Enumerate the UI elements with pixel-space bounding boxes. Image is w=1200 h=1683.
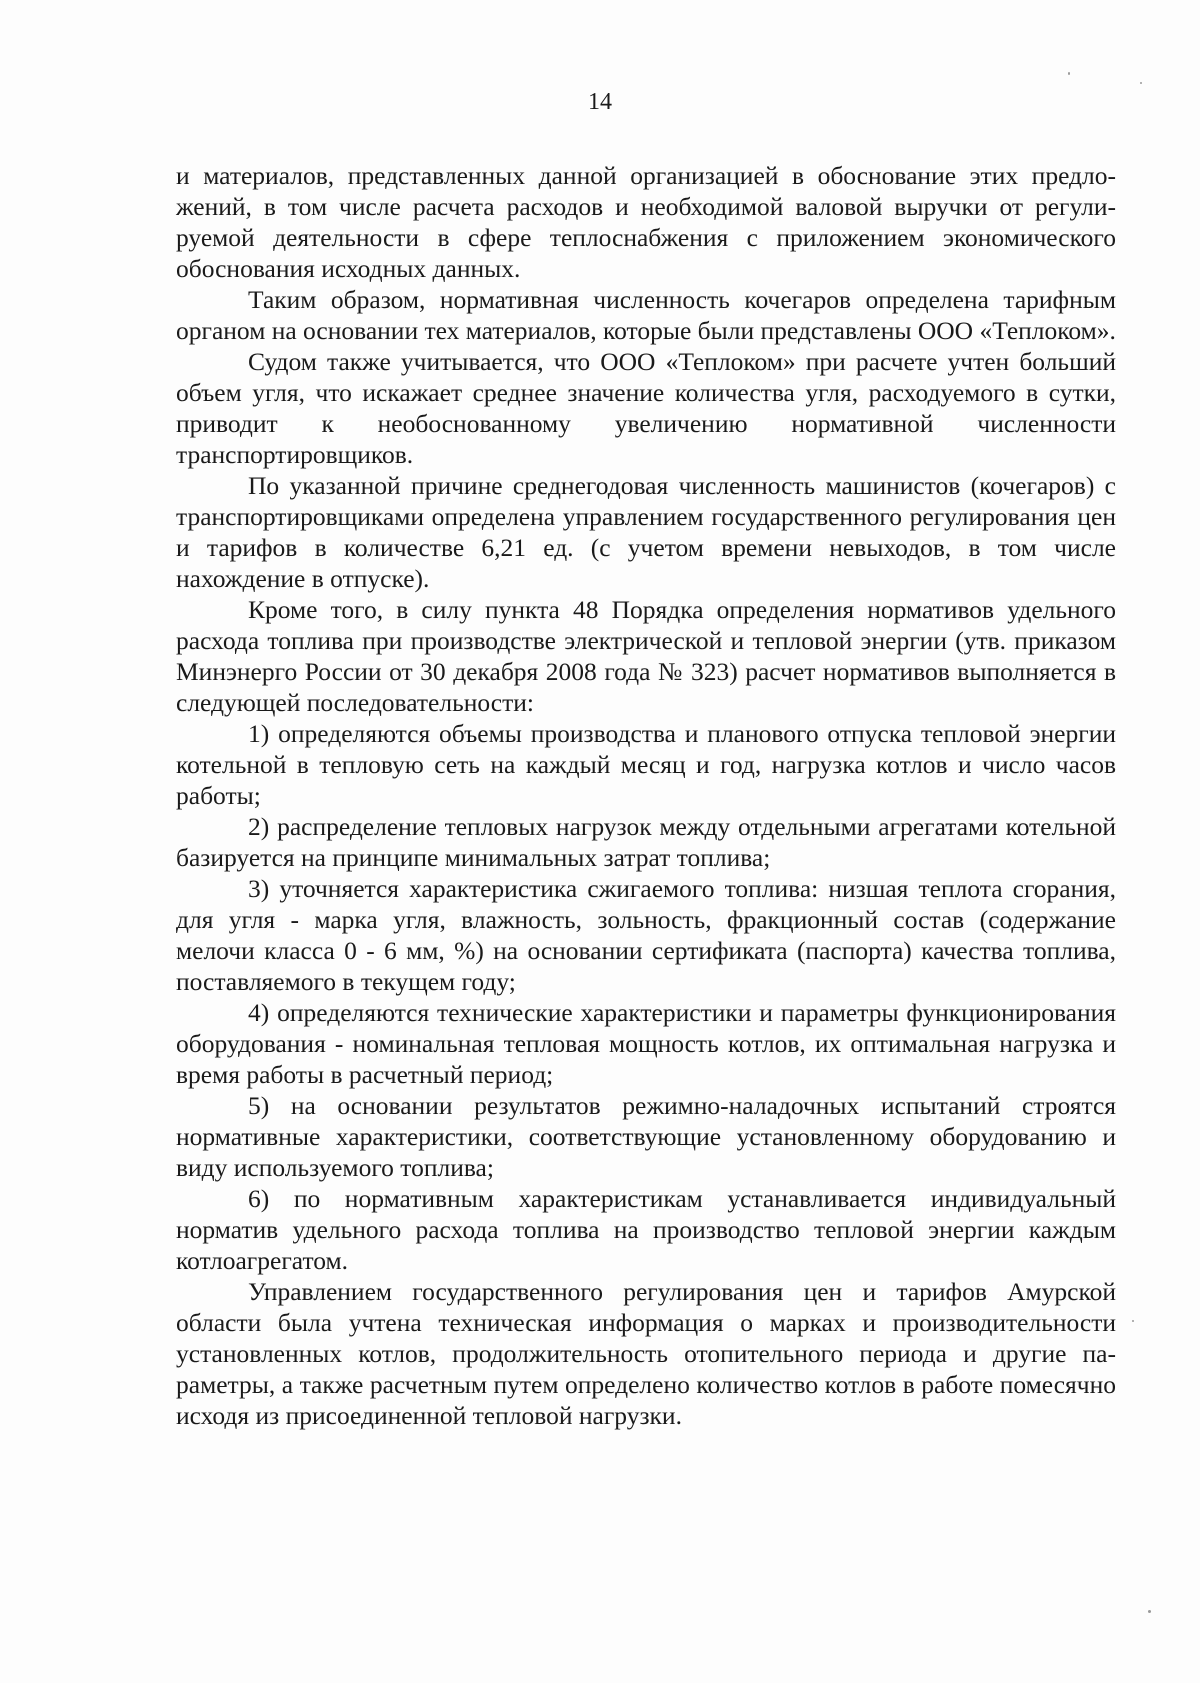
scan-speck xyxy=(1140,82,1142,84)
scan-speck xyxy=(1148,1610,1151,1613)
list-item-3: 3) уточняется характеристика сжигаемого топлива: низшая теплота сгорания, для угля - марка угля, влажность, зольность, фракционный состав (содержание мелочи класса 0 - 6 мм, %) на основании сертификата (паспорта) качества топлива, поставляемого в текущем году; xyxy=(176,874,1116,996)
list-item-2: 2) распределение тепловых нагрузок между отдельными агрегатами котельной базируется на принципе минимальных затрат топлива; xyxy=(176,812,1116,872)
document-body xyxy=(176,160,1116,1431)
list-item-1: 1) определяются объемы производства и планового отпуска тепловой энергии котельной в тепловую сеть на каждый месяц и год, нагрузка котлов и число часов работы; xyxy=(176,719,1116,810)
paragraph-5: Кроме того, в силу пункта 48 Порядка определения нормативов удельного расхода топлива при производстве электрической и тепловой энергии (утв. приказом Минэнерго России от 30 декабря 2008 года № 323) расчет нормативов выполняется в следующей последовательности: xyxy=(176,595,1116,717)
paragraph-4: По указанной причине среднегодовая численность машинистов (кочегаров) с транспортировщиками определена управлением государственного регулирования цен и тарифов в количестве 6,21 ед. (с учетом времени невыходов, в том числе нахождение в отпуске). xyxy=(176,471,1116,593)
paragraph-3: Судом также учитывается, что ООО «Теплоком» при расчете учтен больший объем угля, что искажает среднее значение количества угля, расходуемого в сутки, приводит к необоснованному увеличению нормативной численности транспортировщиков. xyxy=(176,347,1116,469)
paragraph-2: Таким образом, нормативная численность кочегаров определена тарифным органом на основании тех материалов, которые были представлены ООО «Теплоком». xyxy=(176,285,1116,345)
list-item-5: 5) на основании результатов режимно-наладочных испытаний строятся нормативные характеристики, соответствующие установленному оборудованию и виду используемого топлива; xyxy=(176,1091,1116,1182)
scan-speck xyxy=(1068,72,1070,75)
page-number: 14 xyxy=(588,89,612,115)
paragraph-6: Управлением государственного регулирования цен и тарифов Амурской области была учтена техническая информация о марках и производительности установленных котлов, продолжительность отопительного периода и другие параметры, а также расчетным путем определено количество котлов в работе помесячно исходя из присоединенной тепловой нагрузки. xyxy=(176,1277,1116,1430)
list-item-4: 4) определяются технические характеристики и параметры функционирования оборудования - номинальная тепловая мощность котлов, их оптимальная нагрузка и время работы в расчетный период; xyxy=(176,998,1116,1089)
list-item-6: 6) по нормативным характеристикам устанавливается индивидуальный норматив удельного расхода топлива на производство тепловой энергии каждым котлоагрегатом. xyxy=(176,1184,1116,1275)
scan-speck xyxy=(1132,1320,1134,1322)
paragraph-1: и материалов, представленных данной организацией в обоснование этих предложений, в том числе расчета расходов и необходимой валовой выручки от регулируемой деятельности в сфере теплоснабжения с приложением экономического обоснования исходных данных. xyxy=(176,161,1116,283)
